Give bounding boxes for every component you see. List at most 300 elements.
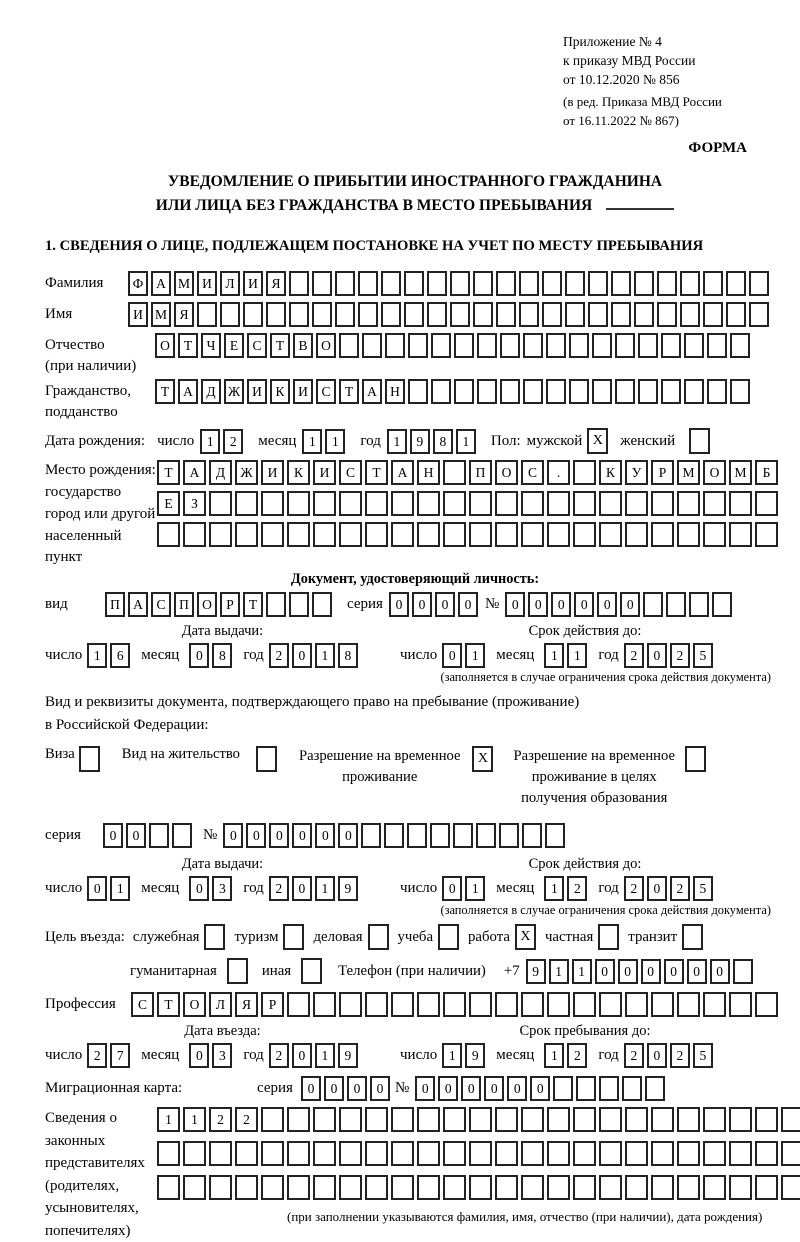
char-cell (651, 522, 674, 547)
residence-expiry-day (442, 876, 488, 901)
year-label: год (243, 880, 264, 897)
residence-expiry-year (624, 876, 716, 901)
char-cell: 0 (269, 823, 289, 848)
birth-place-label: населенный пункт (45, 527, 122, 566)
char-cell: Л (220, 271, 240, 296)
char-cell (417, 1141, 440, 1166)
edition-line: (в ред. Приказа МВД России (563, 94, 722, 110)
char-cell: 1 (387, 429, 407, 454)
char-cell (266, 302, 286, 327)
identity-expiry-note: (заполняется в случае ограничения срока действия документа) (440, 670, 771, 685)
birth-place-rows (157, 460, 781, 569)
edu-permit-option (513, 746, 705, 809)
char-cell (599, 1076, 619, 1101)
char-cell (391, 1175, 414, 1200)
char-cell (365, 491, 388, 516)
purpose-option: транзит (628, 924, 703, 950)
residence-issue-month (189, 876, 235, 901)
representatives-label: попечителях) (45, 1222, 131, 1239)
residence-expiry-heading: Срок действия до: (528, 856, 642, 873)
residence-options-row (45, 746, 785, 809)
char-cell (611, 302, 631, 327)
char-cell: 0 (246, 823, 266, 848)
char-cell (496, 271, 516, 296)
profession-row (45, 992, 785, 1017)
char-cell: 9 (338, 1043, 358, 1068)
char-cell: 0 (315, 823, 335, 848)
char-cell (469, 491, 492, 516)
char-cell: 1 (302, 429, 322, 454)
char-cell (521, 1175, 544, 1200)
form-title (45, 170, 785, 218)
identity-dates (45, 623, 785, 668)
year-label: год (598, 1047, 619, 1064)
char-cell: 0 (338, 823, 358, 848)
birth-place-cells3 (157, 522, 781, 547)
migration-series-label: серия (257, 1080, 293, 1097)
visa-checkbox (79, 746, 100, 772)
char-cell (542, 302, 562, 327)
section1-heading: 1. СВЕДЕНИЯ О ЛИЦЕ, ПОДЛЕЖАЩЕМ ПОСТАНОВКЕ НА УЧЕТ ПО МЕСТУ ПРЕБЫВАНИЯ (45, 238, 704, 255)
char-cell (573, 1107, 596, 1132)
char-cell (289, 592, 309, 617)
temp-permit-label: Разрешение на временное проживание (298, 747, 461, 785)
char-cell (638, 379, 658, 404)
char-cell (666, 592, 686, 617)
char-cell: И (247, 379, 267, 404)
char-cell (339, 992, 362, 1017)
char-cell (703, 1107, 726, 1132)
blank-underline (606, 208, 674, 210)
day-label: число (45, 880, 83, 897)
char-cell: Н (385, 379, 405, 404)
char-cell: 0 (324, 1076, 344, 1101)
char-cell (680, 271, 700, 296)
purpose-row1 (45, 924, 785, 950)
char-cell (733, 959, 753, 984)
purpose-checkbox (204, 924, 225, 950)
char-cell (729, 491, 752, 516)
char-cell (781, 1141, 800, 1166)
char-cell (417, 1175, 440, 1200)
char-cell (521, 522, 544, 547)
patronymic-label: Отчество (45, 337, 105, 354)
char-cell (235, 1175, 258, 1200)
char-cell: 0 (442, 643, 462, 668)
char-cell (313, 522, 336, 547)
char-cell: 0 (292, 876, 312, 901)
purpose-option: гуманитарная (130, 958, 248, 984)
char-cell (473, 302, 493, 327)
char-cell (573, 522, 596, 547)
char-cell (625, 1141, 648, 1166)
char-cell: 2 (670, 643, 690, 668)
char-cell (523, 333, 543, 358)
char-cell: Д (209, 460, 232, 485)
char-cell (599, 1141, 622, 1166)
char-cell: 0 (528, 592, 548, 617)
char-cell (730, 379, 750, 404)
day-label: число (400, 880, 438, 897)
char-cell: Т (339, 379, 359, 404)
identity-number-cells (505, 592, 735, 617)
residence-series-label: серия (45, 827, 81, 844)
char-cell: О (155, 333, 175, 358)
representatives-labels (45, 1107, 157, 1242)
char-cell (521, 1141, 544, 1166)
residence-intro-line1: Вид и реквизиты документа, подтверждающего право на пребывание (проживание) (45, 694, 580, 711)
char-cell (547, 491, 570, 516)
representatives-note: (при заполнении указываются фамилия, имя, отчество (при наличии), дата рождения) (287, 1209, 763, 1225)
identity-doc-row (45, 592, 785, 617)
char-cell: . (547, 460, 570, 485)
char-cell: 0 (505, 592, 525, 617)
char-cell (576, 1076, 596, 1101)
char-cell (391, 1107, 414, 1132)
char-cell: 5 (693, 876, 713, 901)
char-cell (197, 302, 217, 327)
char-cell: 3 (212, 1043, 232, 1068)
residence-issue-day (87, 876, 133, 901)
char-cell: 8 (433, 429, 453, 454)
char-cell (183, 1141, 206, 1166)
stay-until-heading: Срок пребывания до: (519, 1023, 651, 1040)
char-cell (220, 302, 240, 327)
birth-place-row2 (157, 491, 781, 516)
char-cell (384, 823, 404, 848)
char-cell: 1 (572, 959, 592, 984)
char-cell: 0 (189, 643, 209, 668)
char-cell (638, 333, 658, 358)
char-cell (755, 1107, 778, 1132)
char-cell: 1 (456, 429, 476, 454)
purpose-checkbox (368, 924, 389, 950)
citizenship-label2: подданство (45, 404, 118, 421)
char-cell (565, 271, 585, 296)
char-cell: 0 (292, 643, 312, 668)
char-cell (703, 302, 723, 327)
char-cell: З (183, 491, 206, 516)
char-cell: И (128, 302, 148, 327)
char-cell (615, 379, 635, 404)
char-cell (592, 379, 612, 404)
char-cell (391, 1141, 414, 1166)
char-cell: 2 (624, 1043, 644, 1068)
char-cell (430, 823, 450, 848)
char-cell (261, 1175, 284, 1200)
char-cell: 1 (315, 876, 335, 901)
char-cell (611, 271, 631, 296)
day-label: число (157, 432, 195, 449)
char-cell (599, 1175, 622, 1200)
char-cell: О (316, 333, 336, 358)
char-cell: 8 (338, 643, 358, 668)
birth-place-cells1 (157, 460, 781, 485)
char-cell (261, 1107, 284, 1132)
char-cell (599, 491, 622, 516)
char-cell (443, 460, 466, 485)
appendix-line: от 10.12.2020 № 856 (563, 72, 680, 88)
char-cell (443, 1175, 466, 1200)
char-cell: И (243, 271, 263, 296)
char-cell (729, 1141, 752, 1166)
char-cell (781, 1175, 800, 1200)
char-cell (499, 823, 519, 848)
char-cell: 0 (507, 1076, 527, 1101)
stay-day (442, 1043, 488, 1068)
char-cell: 0 (389, 592, 409, 617)
surname-row (45, 271, 785, 296)
char-cell (495, 1107, 518, 1132)
char-cell (417, 992, 440, 1017)
char-cell: Н (417, 460, 440, 485)
representatives-cells3 (157, 1175, 800, 1200)
char-cell (209, 491, 232, 516)
char-cell (546, 379, 566, 404)
sex-male-checkbox: X (587, 428, 608, 454)
month-label: месяц (141, 880, 180, 897)
char-cell (287, 1141, 310, 1166)
char-cell (677, 1141, 700, 1166)
day-label: число (400, 1047, 438, 1064)
phone-prefix: +7 (503, 962, 520, 979)
char-cell: 0 (647, 876, 667, 901)
char-cell (365, 992, 388, 1017)
residence-expiry-note: (заполняется в случае ограничения срока действия документа) (440, 903, 771, 918)
char-cell: 8 (212, 643, 232, 668)
char-cell (749, 271, 769, 296)
year-label: год (360, 432, 381, 449)
migration-card-label: Миграционная карта: (45, 1080, 183, 1097)
purpose-checkbox (301, 958, 322, 984)
char-cell (729, 522, 752, 547)
representatives-block (45, 1107, 785, 1242)
char-cell (546, 333, 566, 358)
char-cell: 1 (183, 1107, 206, 1132)
char-cell: 1 (544, 1043, 564, 1068)
profession-cells (131, 992, 781, 1017)
representatives-label: (родителях, (45, 1177, 120, 1194)
purpose-checkbox (283, 924, 304, 950)
char-cell: Ф (128, 271, 148, 296)
entry-day (87, 1043, 133, 1068)
representatives-row3 (157, 1175, 800, 1200)
char-cell (417, 1107, 440, 1132)
char-cell (634, 271, 654, 296)
char-cell: 1 (325, 429, 345, 454)
month-label: месяц (496, 880, 535, 897)
edition-line: от 16.11.2022 № 867) (563, 112, 680, 128)
char-cell (385, 333, 405, 358)
birth-day-cells (200, 429, 246, 454)
char-cell: 0 (87, 876, 107, 901)
identity-doc-heading: Документ, удостоверяющий личность: (290, 571, 540, 588)
char-cell (625, 992, 648, 1017)
char-cell: 0 (301, 1076, 321, 1101)
char-cell: 0 (347, 1076, 367, 1101)
char-cell: Т (178, 333, 198, 358)
residence-intro-line2: в Российской Федерации: (45, 717, 209, 734)
residence-serial-row (45, 823, 785, 848)
form-title-line2: ИЛИ ЛИЦА БЕЗ ГРАЖДАНСТВА В МЕСТО ПРЕБЫВАНИЯ (45, 194, 785, 218)
char-cell: М (677, 460, 700, 485)
char-cell (209, 522, 232, 547)
char-cell (287, 1107, 310, 1132)
char-cell (495, 992, 518, 1017)
char-cell (469, 992, 492, 1017)
char-cell: 1 (315, 643, 335, 668)
char-cell: 0 (641, 959, 661, 984)
char-cell (729, 1107, 752, 1132)
char-cell: У (625, 460, 648, 485)
char-cell: 1 (465, 643, 485, 668)
char-cell: Ч (201, 333, 221, 358)
phone-label: Телефон (при наличии) (338, 962, 486, 979)
char-cell (381, 271, 401, 296)
char-cell: 0 (620, 592, 640, 617)
purpose-option: частная (545, 924, 619, 950)
char-cell (313, 1107, 336, 1132)
char-cell (381, 302, 401, 327)
char-cell (569, 379, 589, 404)
char-cell (495, 1141, 518, 1166)
char-cell: Р (261, 992, 284, 1017)
representatives-label: Сведения о (45, 1110, 117, 1127)
char-cell (729, 992, 752, 1017)
char-cell (287, 992, 310, 1017)
char-cell (443, 522, 466, 547)
char-cell (703, 522, 726, 547)
char-cell: Я (174, 302, 194, 327)
char-cell (453, 823, 473, 848)
char-cell: О (197, 592, 217, 617)
residence-permit-option (122, 746, 277, 772)
char-cell (553, 1076, 573, 1101)
char-cell (473, 271, 493, 296)
char-cell: А (151, 271, 171, 296)
sex-female-label: женский (620, 432, 676, 449)
char-cell: 0 (597, 592, 617, 617)
char-cell: Р (220, 592, 240, 617)
char-cell: Ж (235, 460, 258, 485)
migration-number-cells (415, 1076, 668, 1101)
purpose-checkbox (227, 958, 248, 984)
char-cell: 2 (209, 1107, 232, 1132)
char-cell: 2 (269, 876, 289, 901)
char-cell (703, 992, 726, 1017)
char-cell: К (287, 460, 310, 485)
profession-label: Профессия (45, 996, 116, 1013)
char-cell (361, 823, 381, 848)
month-label: месяц (141, 1047, 180, 1064)
char-cell (588, 302, 608, 327)
char-cell: 2 (87, 1043, 107, 1068)
day-label: число (45, 1047, 83, 1064)
phone-cells (526, 959, 756, 984)
char-cell: 0 (189, 1043, 209, 1068)
char-cell (235, 1141, 258, 1166)
char-cell: А (391, 460, 414, 485)
char-cell (521, 491, 544, 516)
char-cell: И (293, 379, 313, 404)
char-cell: 1 (315, 1043, 335, 1068)
patronymic-cells (155, 333, 753, 358)
edu-permit-checkbox (685, 746, 706, 772)
birth-place-label: Место рождения: (45, 462, 156, 479)
char-cell (707, 379, 727, 404)
char-cell: И (197, 271, 217, 296)
edu-permit-label: Разрешение на временное проживание в целях получения образования (513, 747, 675, 806)
birth-date-label: Дата рождения: (45, 432, 146, 449)
temp-permit-option (299, 746, 493, 788)
purpose-checkbox (682, 924, 703, 950)
char-cell (358, 271, 378, 296)
char-cell (651, 1141, 674, 1166)
temp-permit-checkbox: X (472, 746, 493, 772)
char-cell: 0 (458, 592, 478, 617)
char-cell (677, 1107, 700, 1132)
char-cell: П (174, 592, 194, 617)
stay-month (544, 1043, 590, 1068)
char-cell (599, 1107, 622, 1132)
char-cell: 0 (618, 959, 638, 984)
char-cell: 0 (103, 823, 123, 848)
year-label: год (598, 880, 619, 897)
char-cell: М (151, 302, 171, 327)
char-cell (408, 333, 428, 358)
char-cell (313, 992, 336, 1017)
char-cell: 0 (126, 823, 146, 848)
char-cell (677, 491, 700, 516)
birth-place-labels (45, 460, 157, 569)
char-cell (588, 271, 608, 296)
char-cell (755, 1175, 778, 1200)
surname-cells (128, 271, 772, 296)
char-cell (634, 302, 654, 327)
char-cell: 0 (292, 823, 312, 848)
char-cell: Т (157, 460, 180, 485)
char-cell (521, 1107, 544, 1132)
patronymic-label2: (при наличии) (45, 358, 137, 375)
char-cell: М (174, 271, 194, 296)
char-cell: 9 (410, 429, 430, 454)
char-cell (407, 823, 427, 848)
char-cell (729, 1175, 752, 1200)
char-cell: И (261, 460, 284, 485)
identity-series-cells (389, 592, 481, 617)
char-cell: 0 (461, 1076, 481, 1101)
char-cell (404, 302, 424, 327)
char-cell: 2 (624, 876, 644, 901)
char-cell (313, 1175, 336, 1200)
char-cell: 0 (412, 592, 432, 617)
char-cell (730, 333, 750, 358)
char-cell (287, 522, 310, 547)
entry-month (189, 1043, 235, 1068)
char-cell (339, 522, 362, 547)
char-cell: В (293, 333, 313, 358)
char-cell (592, 333, 612, 358)
char-cell: Я (235, 992, 258, 1017)
char-cell (651, 1175, 674, 1200)
representatives-label: усыновителях, (45, 1200, 139, 1217)
char-cell (339, 491, 362, 516)
char-cell (547, 1175, 570, 1200)
char-cell (726, 271, 746, 296)
char-cell (755, 491, 778, 516)
char-cell (261, 522, 284, 547)
char-cell (651, 491, 674, 516)
